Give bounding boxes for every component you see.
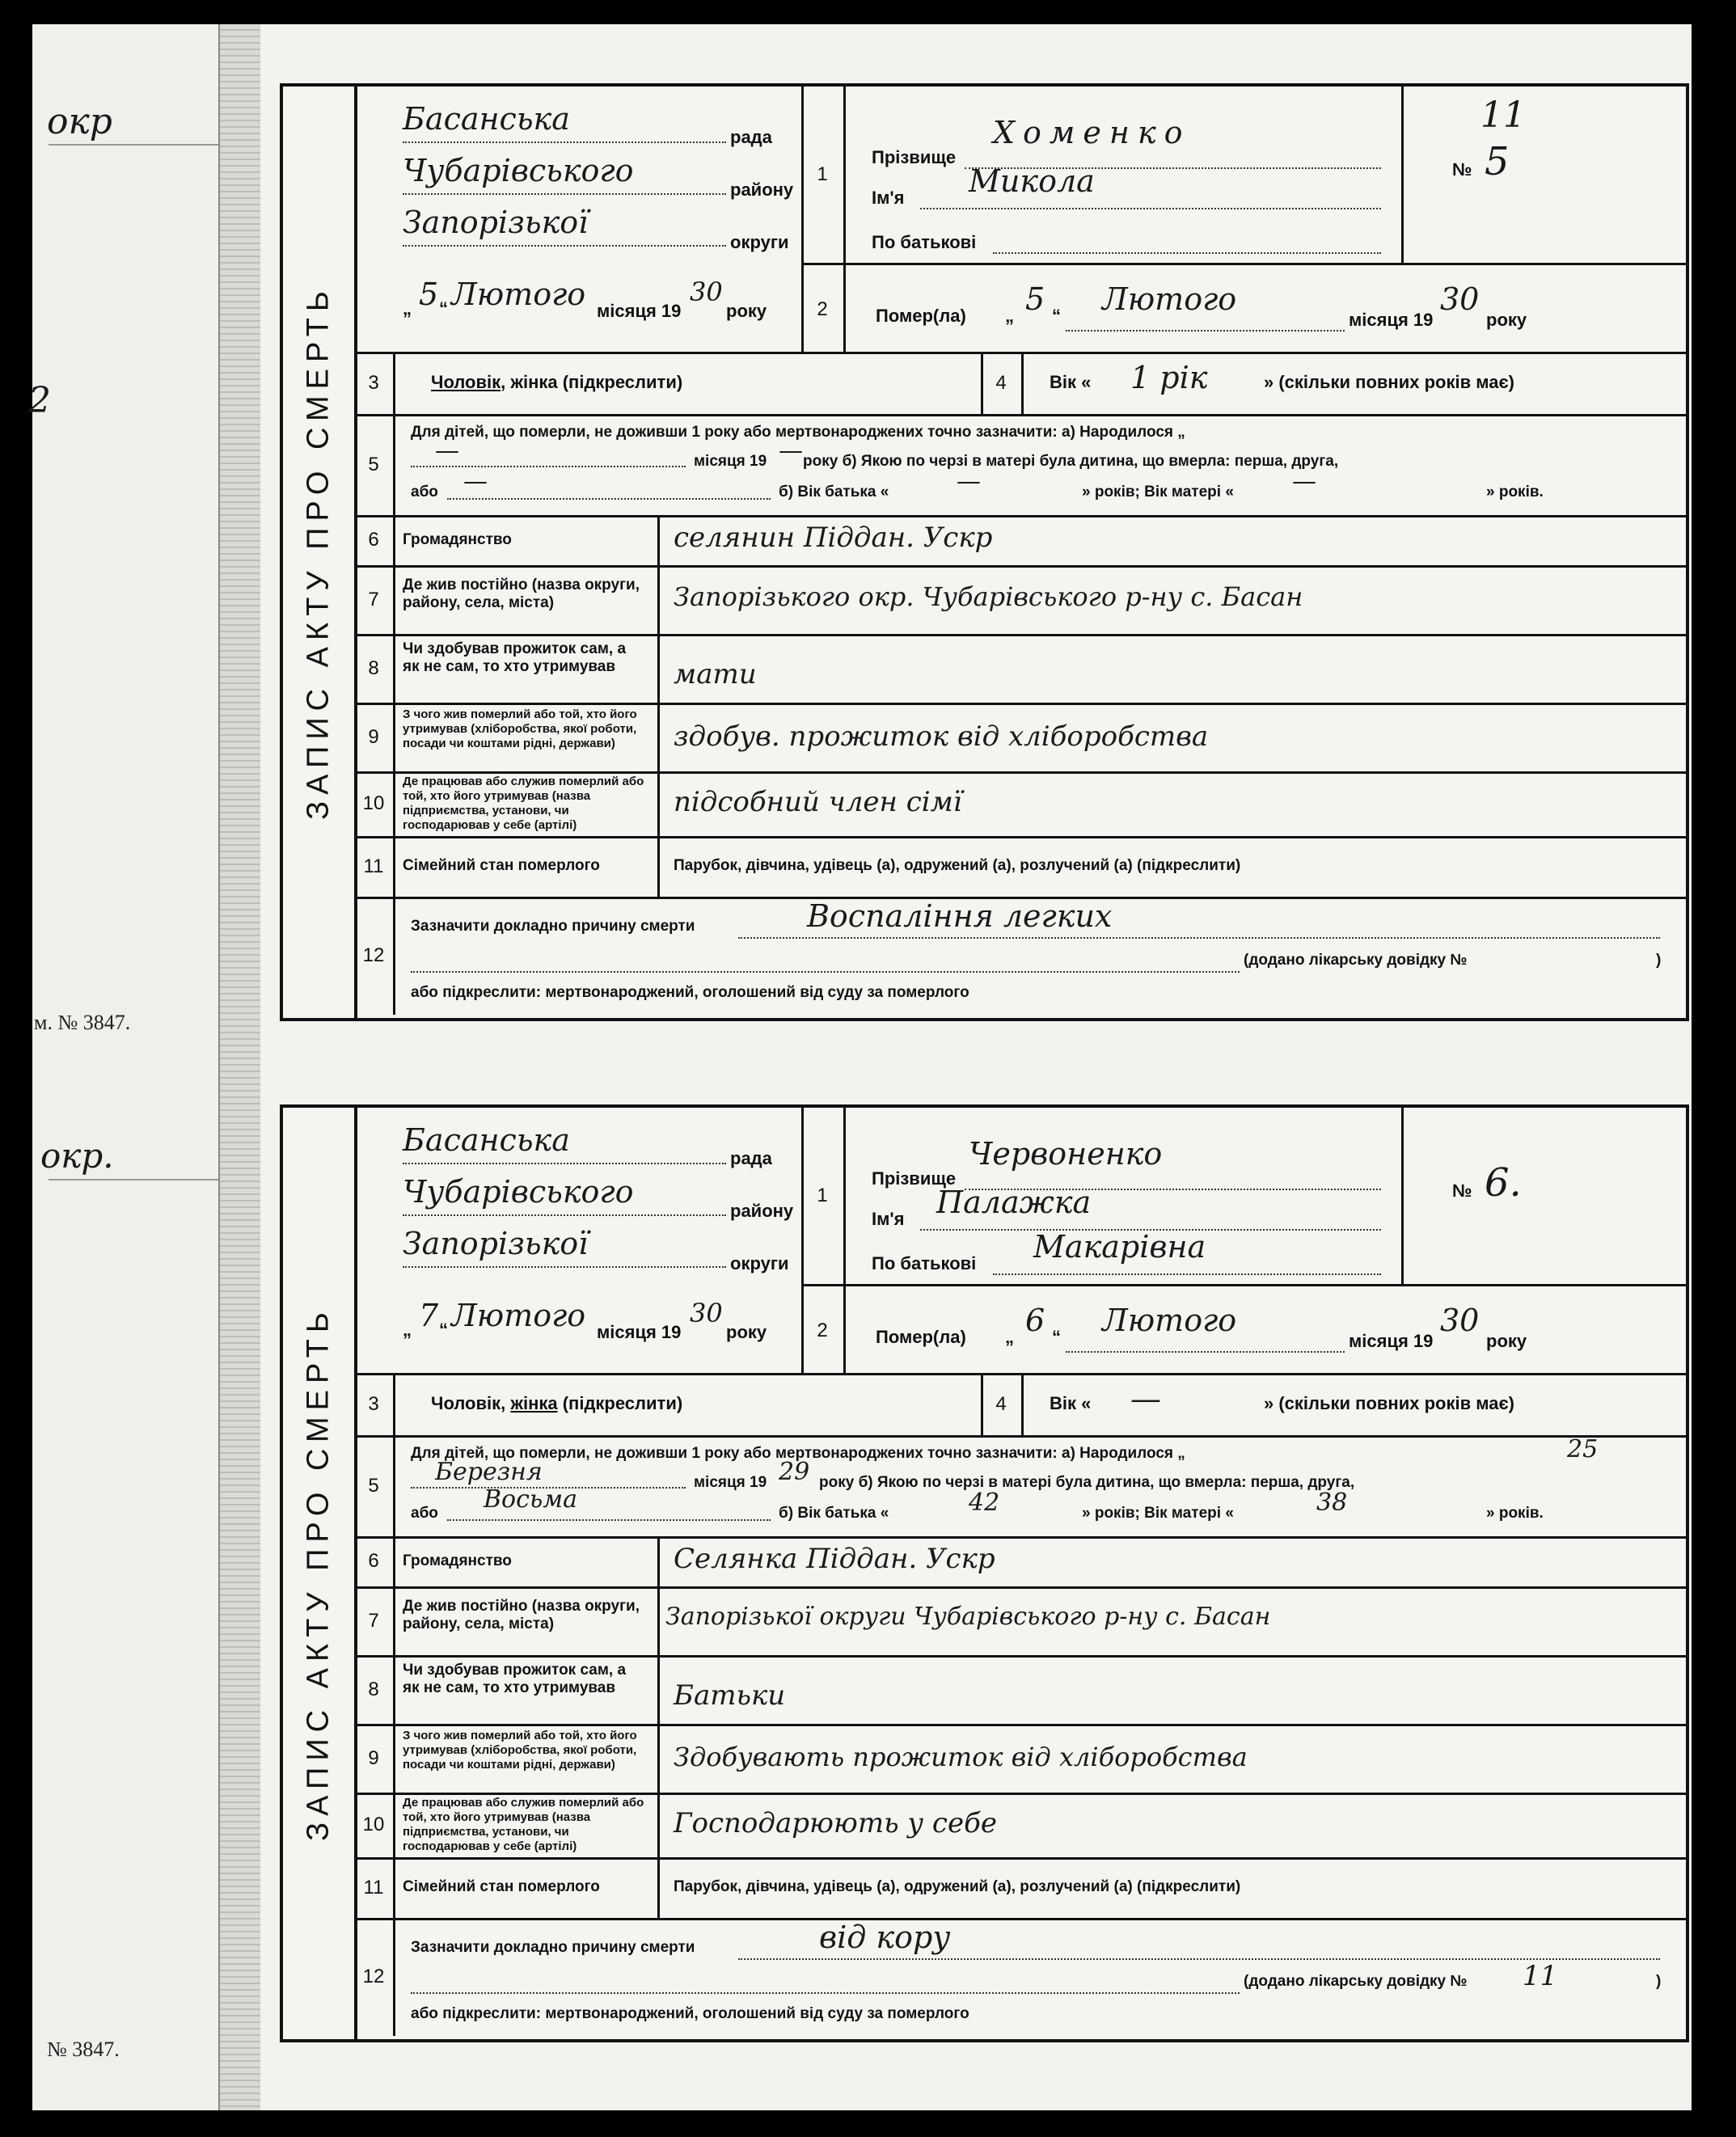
okruha-value: Запорізької bbox=[403, 205, 589, 240]
row-num-4: 4 bbox=[995, 371, 1007, 394]
strip-mark: 2 bbox=[28, 380, 51, 421]
years-label: » років. bbox=[1486, 484, 1544, 500]
man-option: Чоловік bbox=[431, 372, 501, 392]
gender-sep: , bbox=[501, 1393, 511, 1413]
rada-label: рада bbox=[730, 127, 772, 147]
col-sep bbox=[657, 515, 660, 565]
patronymic-label: По батькові bbox=[872, 232, 977, 252]
death-record-2 bbox=[280, 1104, 1689, 2042]
row-livelihood: 9 З чого жив померлий або той, хто його утримував (хліборобства, якої роботи, посади чи коштами рідні, держави) здобув. прожиток від хліборобства bbox=[354, 703, 1686, 774]
strip-register-2: № 3847. bbox=[47, 2038, 120, 2061]
certificate-label: (додано лікарську довідку № bbox=[1244, 1973, 1468, 1990]
surname-value: Червоненко bbox=[969, 1136, 1163, 1172]
age-label: Вік « bbox=[1050, 1393, 1092, 1413]
death-label: Помер(ла) bbox=[876, 306, 966, 326]
man-option: Чоловік bbox=[431, 1393, 501, 1413]
record-side-label bbox=[283, 87, 357, 1018]
certificate-label: (додано лікарську довідку № bbox=[1244, 952, 1468, 969]
child-born-year: — bbox=[779, 437, 803, 465]
death-day: 5 bbox=[1025, 281, 1045, 317]
row-gender-age: 3 Чоловік, жінка (підкреслити) 4 Вік « 1 рік » (скільки повних років має) bbox=[354, 352, 1686, 416]
row-residence: 7 Де жив постійно (назва округи, району, села, міста) Запорізької округи Чубарівського р-ну с. Басан bbox=[354, 1586, 1686, 1658]
citizenship-value: селянин Піддан. Ускр bbox=[674, 522, 993, 554]
col-sep bbox=[657, 1724, 660, 1793]
name-line bbox=[920, 208, 1381, 209]
child-intro: Для дітей, що померли, не доживши 1 року або мертвонароджених точно зазначити: а) Народилося „ bbox=[411, 1445, 1185, 1462]
name-value: Микола bbox=[969, 163, 1095, 199]
mother-age-label: » років; Вік матері « bbox=[1082, 1505, 1234, 1522]
raion-value: Чубарівського bbox=[403, 1174, 634, 1210]
number-box bbox=[1401, 1108, 1687, 1286]
row-workplace: 10 Де працював або служив померлий або той, хто його утримував (назва підприємства, установи, чи господарював у себе (артілі) підсобний член сімї bbox=[354, 771, 1686, 838]
child-order-label: року б) Якою по черзі в матері була дитина, що вмерла: перша, друга, bbox=[819, 1474, 1355, 1491]
child-or-label: або bbox=[411, 484, 438, 500]
okruha-label: округи bbox=[730, 232, 789, 252]
name-value: Палажка bbox=[936, 1185, 1092, 1220]
row-child-info: 5 Для дітей, що померли, не доживши 1 року або мертвонароджених точно зазначити: а) Народилося „ 25 Березня місяця 19 29 року б) Якою по черзі в матері була дитина, що вмерла: перша, друга, або Восьма б) Вік батька « 42 » років; Вік матері « 38 » років. bbox=[354, 1435, 1686, 1539]
raion-line bbox=[403, 1214, 726, 1216]
child-born-month: — bbox=[435, 437, 459, 465]
father-age-label: б) Вік батька « bbox=[779, 1505, 889, 1522]
child-order: — bbox=[463, 467, 488, 496]
row-supported: 8 Чи здобував прожиток сам, а як не сам, то хто утримував мати bbox=[354, 634, 1686, 705]
row-supported: 8 Чи здобував прожиток сам, а як не сам, то хто утримував Батьки bbox=[354, 1655, 1686, 1726]
death-month-label: місяця 19 bbox=[1349, 1331, 1434, 1351]
age-note: » (скільки повних років має) bbox=[1264, 372, 1514, 392]
surname-label: Прізвище bbox=[872, 147, 957, 167]
child-born-year: 29 bbox=[779, 1458, 810, 1486]
supported-value: мати bbox=[674, 658, 757, 691]
reg-year: 30 bbox=[690, 277, 723, 307]
mother-age: 38 bbox=[1316, 1489, 1348, 1517]
gender-note: (підкреслити) bbox=[557, 1393, 683, 1413]
death-year-label: року bbox=[1486, 1331, 1527, 1351]
col-sep bbox=[657, 565, 660, 634]
raion-label: району bbox=[730, 1201, 794, 1221]
row-num-1: 1 bbox=[817, 1185, 828, 1206]
cause-value: Воспаління легких bbox=[807, 898, 1113, 934]
workplace-value: Господарюють у себе bbox=[674, 1807, 997, 1839]
number-label: № bbox=[1452, 159, 1472, 179]
number-top: 11 bbox=[1480, 95, 1526, 136]
col-sep bbox=[657, 1655, 660, 1724]
workplace-label: Де працював або служив померлий або той, хто його утримував (назва підприємства, установи, чи господарював у себе (артілі) bbox=[403, 1796, 644, 1853]
row-num-2: 2 bbox=[801, 263, 843, 354]
certificate-close: ) bbox=[1656, 952, 1662, 969]
cause-line-2 bbox=[411, 1992, 1240, 1994]
col-sep bbox=[657, 771, 660, 836]
rada-value: Басанська bbox=[403, 1122, 570, 1158]
child-order-line bbox=[447, 498, 771, 500]
workplace-label: Де працював або служив померлий або той, хто його утримував (назва підприємства, установи, чи господарював у себе (артілі) bbox=[403, 775, 644, 832]
row-child-info: 5 Для дітей, що померли, не доживши 1 року або мертвонароджених точно зазначити: а) Народилося „ — місяця 19 — року б) Якою по черзі в матері була дитина, що вмерла: перша, друга, або — б) Вік батька « — » років; Вік матері « — » років. bbox=[354, 414, 1686, 517]
death-month: Лютого bbox=[1102, 281, 1237, 317]
child-or-label: або bbox=[411, 1505, 438, 1522]
row-citizenship: 6 Громадянство Селянка Піддан. Ускр bbox=[354, 1536, 1686, 1589]
child-order-line bbox=[447, 1519, 771, 1521]
child-month-line bbox=[411, 466, 686, 467]
citizenship-label: Громадянство bbox=[403, 531, 512, 548]
row-num-2: 2 bbox=[801, 1284, 843, 1375]
row-num-1: 1 bbox=[817, 163, 828, 185]
row-cause: 12 Зазначити докладно причину смерти Воспаління легких (додано лікарську довідку № ) або підкреслити: мертвонароджений, оголошений від суду за померлого bbox=[354, 897, 1686, 1015]
patronymic-line bbox=[993, 1273, 1381, 1275]
certificate-value: 11 bbox=[1523, 1960, 1558, 1992]
row-num-4: 4 bbox=[995, 1392, 1007, 1415]
strip-register-1: м. № 3847. bbox=[34, 1011, 131, 1034]
family-options: Парубок, дівчина, удівець (а), одружений (а), розлучений (а) (підкреслити) bbox=[674, 857, 1241, 874]
age-label: Вік « bbox=[1050, 372, 1092, 392]
gender-note: (підкреслити) bbox=[557, 372, 683, 392]
side-title: ЗАПИС АКТУ ПРО СМЕРТЬ bbox=[301, 1306, 336, 1841]
mother-age-label: » років; Вік матері « bbox=[1082, 484, 1234, 500]
child-order-label: року б) Якою по черзі в матері була дитина, що вмерла: перша, друга, bbox=[803, 453, 1339, 470]
reg-month-label: місяця 19 bbox=[597, 1322, 682, 1342]
supported-label: Чи здобував прожиток сам, а як не сам, то хто утримував bbox=[403, 1662, 627, 1696]
cause-value: від кору bbox=[819, 1919, 951, 1955]
strip-divider bbox=[49, 144, 218, 146]
col-sep bbox=[1021, 1373, 1024, 1435]
years-label: » років. bbox=[1486, 1505, 1544, 1522]
col-sep bbox=[657, 1586, 660, 1655]
reg-day: 5 bbox=[419, 277, 439, 312]
death-year: 30 bbox=[1440, 1303, 1480, 1338]
cause-line bbox=[738, 937, 1660, 939]
woman-option: жінка bbox=[510, 372, 558, 392]
age-value: — bbox=[1130, 1381, 1161, 1417]
death-month-label: місяця 19 bbox=[1349, 310, 1434, 330]
reg-year-label: року bbox=[726, 1322, 767, 1342]
family-label: Сімейний стан померлого bbox=[403, 857, 600, 874]
record-side-label bbox=[283, 1108, 357, 2039]
death-year-label: року bbox=[1486, 310, 1527, 330]
workplace-value: підсобний член сімї bbox=[674, 786, 962, 818]
citizenship-label: Громадянство bbox=[403, 1552, 512, 1569]
reg-year-label: року bbox=[726, 301, 767, 321]
cause-label: Зазначити докладно причину смерти bbox=[411, 918, 695, 935]
row-residence: 7 Де жив постійно (назва округи, району, села, міста) Запорізького окр. Чубарівського р-ну с. Басан bbox=[354, 565, 1686, 636]
patronymic-label: По батькові bbox=[872, 1253, 977, 1273]
row-citizenship: 6 Громадянство селянин Піддан. Ускр bbox=[354, 515, 1686, 568]
family-options: Парубок, дівчина, удівець (а), одружений (а), розлучений (а) (підкреслити) bbox=[674, 1878, 1241, 1895]
child-month-label: місяця 19 bbox=[694, 453, 767, 470]
rada-line bbox=[403, 141, 726, 143]
row-workplace: 10 Де працював або служив померлий або той, хто його утримував (назва підприємства, установи, чи господарював у себе (артілі) Господарюють у себе bbox=[354, 1793, 1686, 1860]
col-sep bbox=[657, 1857, 660, 1918]
row-family: 11 Сімейний стан померлого Парубок, дівчина, удівець (а), одружений (а), розлучений (а) (підкреслити) bbox=[354, 1857, 1686, 1920]
rada-line bbox=[403, 1163, 726, 1164]
father-age: 42 bbox=[969, 1489, 1000, 1517]
supported-value: Батьки bbox=[674, 1679, 786, 1712]
child-born-month: Березня bbox=[435, 1458, 543, 1486]
row-livelihood: 9 З чого жив померлий або той, хто його утримував (хліборобства, якої роботи, посади чи коштами рідні, держави) Здобувають прожиток від хліборобства bbox=[354, 1724, 1686, 1795]
patronymic-value: Макарівна bbox=[1033, 1229, 1206, 1265]
supported-label: Чи здобував прожиток сам, а як не сам, то хто утримував bbox=[403, 640, 627, 675]
raion-line bbox=[403, 193, 726, 195]
residence-value: Запорізького окр. Чубарівського р-ну с. Басан bbox=[674, 581, 1303, 612]
death-label: Помер(ла) bbox=[876, 1327, 966, 1347]
raion-label: району bbox=[730, 179, 794, 200]
age-value: 1 рік bbox=[1130, 360, 1208, 395]
side-title: ЗАПИС АКТУ ПРО СМЕРТЬ bbox=[301, 285, 336, 820]
col-sep bbox=[657, 1793, 660, 1857]
reg-year: 30 bbox=[690, 1298, 723, 1328]
number-label: № bbox=[1452, 1180, 1472, 1201]
child-born-day: 25 bbox=[1567, 1435, 1599, 1463]
father-age-label: б) Вік батька « bbox=[779, 484, 889, 500]
residence-label: Де жив постійно (назва округи, району, села, міста) bbox=[403, 576, 640, 611]
strip-okr-1: окр bbox=[47, 101, 112, 142]
col-sep bbox=[657, 836, 660, 897]
left-page-strip bbox=[32, 24, 218, 2110]
name-label: Ім'я bbox=[872, 1209, 905, 1229]
death-year: 30 bbox=[1440, 281, 1480, 317]
child-intro: Для дітей, що померли, не доживши 1 року або мертвонароджених точно зазначити: а) Народилося „ bbox=[411, 424, 1185, 441]
father-age: — bbox=[957, 467, 981, 496]
citizenship-value: Селянка Піддан. Ускр bbox=[674, 1543, 995, 1575]
residence-value: Запорізької округи Чубарівського р-ну с. Басан bbox=[665, 1603, 1271, 1631]
rada-value: Басанська bbox=[403, 101, 570, 137]
certificate-close: ) bbox=[1656, 1973, 1662, 1990]
okruha-value: Запорізької bbox=[403, 1226, 589, 1261]
death-date-row: Помер(ла) „ 6 “ Лютого місяця 19 30 року bbox=[843, 1284, 1686, 1375]
livelihood-label: З чого жив померлий або той, хто його утримував (хліборобства, якої роботи, посади чи коштами рідні, держави) bbox=[403, 1729, 637, 1772]
col-sep bbox=[1021, 352, 1024, 414]
col-sep bbox=[657, 634, 660, 703]
strip-divider-2 bbox=[49, 1179, 218, 1180]
death-date-row: Помер(ла) „ 5 “ Лютого місяця 19 30 року bbox=[843, 263, 1686, 354]
mother-age: — bbox=[1292, 467, 1316, 496]
death-record-1 bbox=[280, 83, 1689, 1021]
record-header: Басанська рада Чубарівського району Запорізької округи „ 5 “ Лютого місяця 19 30 року 1 2 Прізвище Хоменко Ім'я Микола По батькові № 11 5 Помер(ла) „ 5 “ Лютого місяця 19 30 року bbox=[354, 87, 1686, 354]
number-box bbox=[1401, 87, 1687, 265]
livelihood-value: здобув. прожиток від хліборобства bbox=[674, 720, 1209, 753]
row-family: 11 Сімейний стан померлого Парубок, дівчина, удівець (а), одружений (а), розлучений (а) (підкреслити) bbox=[354, 836, 1686, 899]
child-order: Восьма bbox=[484, 1485, 578, 1514]
livelihood-label: З чого жив померлий або той, хто його утримував (хліборобства, якої роботи, посади чи коштами рідні, держави) bbox=[403, 707, 637, 750]
reg-month: Лютого bbox=[451, 1298, 586, 1333]
record-header: Басанська рада Чубарівського району Запорізької округи „ 7 “ Лютого місяця 19 30 року 1 2 Прізвище Червоненко Ім'я Палажка По батькові Макарівна № 6. Помер(ла) „ 6 “ Лютого місяця 19 30 року bbox=[354, 1108, 1686, 1375]
residence-label: Де жив постійно (назва округи, району, села, міста) bbox=[403, 1598, 640, 1632]
number-value: 5 bbox=[1485, 139, 1510, 184]
surname-value: Хоменко bbox=[993, 115, 1191, 150]
stillborn-note: або підкреслити: мертвонароджений, оголошений від суду за померлого bbox=[411, 984, 969, 1001]
family-label: Сімейний стан померлого bbox=[403, 1878, 600, 1895]
rada-label: рада bbox=[730, 1148, 772, 1168]
cause-line-2 bbox=[411, 971, 1240, 973]
death-month: Лютого bbox=[1102, 1303, 1237, 1338]
reg-month-label: місяця 19 bbox=[597, 301, 682, 321]
col-sep bbox=[657, 703, 660, 771]
cause-line bbox=[738, 1958, 1660, 1960]
surname-label: Прізвище bbox=[872, 1168, 957, 1189]
row-cause: 12 Зазначити докладно причину смерти від кору (додано лікарську довідку № 11 ) або підкреслити: мертвонароджений, оголошений від суду за померлого bbox=[354, 1918, 1686, 2036]
row-gender-age: 3 Чоловік, жінка (підкреслити) 4 Вік « — » (скільки повних років має) bbox=[354, 1373, 1686, 1438]
livelihood-value: Здобувають прожиток від хліборобства bbox=[674, 1742, 1248, 1772]
death-month-line bbox=[1066, 1351, 1345, 1353]
death-month-line bbox=[1066, 330, 1345, 332]
okruha-line bbox=[403, 1266, 726, 1268]
okruha-label: округи bbox=[730, 1253, 789, 1273]
death-day: 6 bbox=[1025, 1303, 1045, 1338]
raion-value: Чубарівського bbox=[403, 153, 634, 188]
age-note: » (скільки повних років має) bbox=[1264, 1393, 1514, 1413]
okruha-line bbox=[403, 245, 726, 247]
child-month-label: місяця 19 bbox=[694, 1474, 767, 1491]
gender-sep: , bbox=[501, 372, 511, 392]
woman-option: жінка bbox=[510, 1393, 558, 1413]
number-value: 6. bbox=[1485, 1160, 1522, 1206]
reg-day: 7 bbox=[419, 1298, 439, 1333]
binding-spine bbox=[218, 24, 264, 2110]
reg-month: Лютого bbox=[451, 277, 586, 312]
cause-label: Зазначити докладно причину смерти bbox=[411, 1939, 695, 1956]
col-sep bbox=[657, 1536, 660, 1586]
stillborn-note: або підкреслити: мертвонароджений, оголошений від суду за померлого bbox=[411, 2005, 969, 2022]
name-label: Ім'я bbox=[872, 188, 905, 208]
strip-okr-2: окр. bbox=[40, 1136, 114, 1176]
patronymic-line bbox=[993, 252, 1381, 254]
